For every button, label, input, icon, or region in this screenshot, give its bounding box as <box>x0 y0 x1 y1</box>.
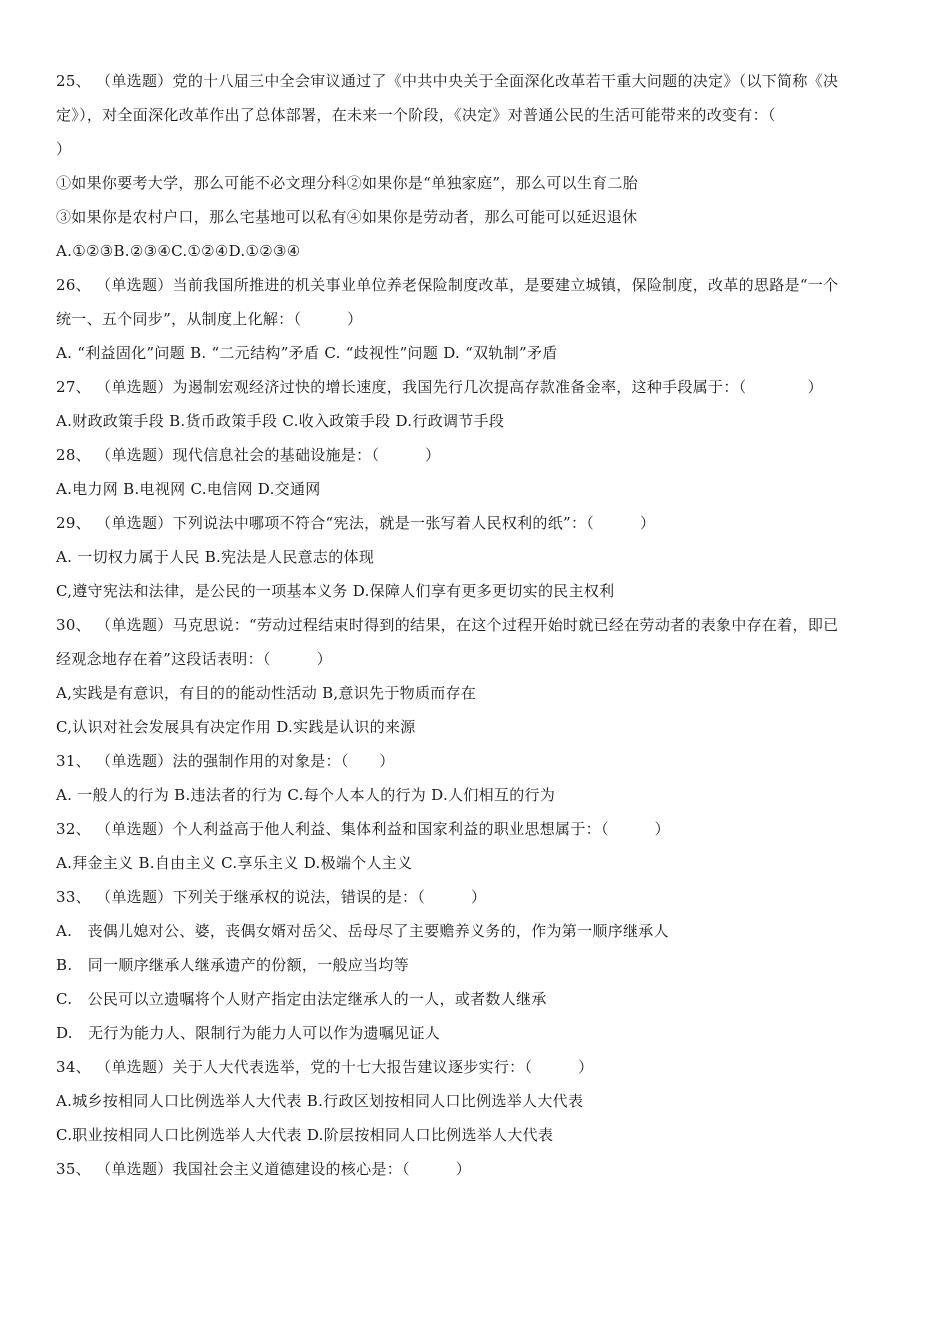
text-line: A.①②③B.②③④C.①②④D.①②③④ <box>56 242 301 260</box>
text-line: 经观念地存在着”这段话表明：（ ） <box>56 650 332 668</box>
text-line: C,遵守宪法和法律，是公民的一项基本义务 D.保障人们享有更多更切实的民主权利 <box>56 582 615 600</box>
text-line: A. “利益固化”问题 B. “二元结构”矛盾 C. “歧视性”问题 D. “双轨制”矛盾 <box>56 344 558 362</box>
text-line: A. 一切权力属于人民 B.宪法是人民意志的体现 <box>56 548 375 566</box>
text-line: 29、 （单选题）下列说法中哪项不符合“宪法，就是一张写着人民权利的纸”：（ ） <box>56 514 656 532</box>
text-line: ③如果你是农村户口，那么宅基地可以私有④如果你是劳动者，那么可能可以延迟退休 <box>56 208 638 226</box>
text-line: C. 公民可以立遗嘱将个人财产指定由法定继承人的一人，或者数人继承 <box>56 990 547 1008</box>
text-line: 32、 （单选题）个人利益高于他人利益、集体利益和国家利益的职业思想属于：（ ） <box>56 820 670 838</box>
text-line: A,实践是有意识，有目的的能动性活动 B,意识先于物质而存在 <box>56 684 477 702</box>
text-line: 30、 （单选题）马克思说：“劳动过程结束时得到的结果，在这个过程开始时就已经在劳动者的表象中存在着，即已 <box>56 616 839 634</box>
text-line: 33、 （单选题）下列关于继承权的说法，错误的是：（ ） <box>56 888 487 906</box>
text-line: C.职业按相同人口比例选举人大代表 D.阶层按相同人口比例选举人大代表 <box>56 1126 554 1144</box>
text-line: C,认识对社会发展具有决定作用 D.实践是认识的来源 <box>56 718 416 736</box>
text-line: 31、 （单选题）法的强制作用的对象是：（ ） <box>56 752 395 770</box>
text-line: A. 丧偶儿媳对公、婆，丧偶女婿对岳父、岳母尽了主要赡养义务的，作为第一顺序继承人 <box>56 922 669 940</box>
text-line: A.城乡按相同人口比例选举人大代表 B.行政区划按相同人口比例选举人大代表 <box>56 1092 584 1110</box>
exam-page <box>56 64 886 1186</box>
text-line: A.电力网 B.电视网 C.电信网 D.交通网 <box>56 480 321 498</box>
text-line: 35、 （单选题）我国社会主义道德建设的核心是：（ ） <box>56 1160 472 1178</box>
text-line: A.财政政策手段 B.货币政策手段 C.收入政策手段 D.行政调节手段 <box>56 412 505 430</box>
text-line: 34、 （单选题）关于人大代表选举，党的十七大报告建议逐步实行：（ ） <box>56 1058 594 1076</box>
text-line: 27、 （单选题）为遏制宏观经济过快的增长速度，我国先行几次提高存款准备金率，这种手段属于：（ ） <box>56 378 823 396</box>
text-line: 定》），对全面深化改革作出了总体部署，在未来一个阶段，《决定》对普通公民的生活可能带来的改变有：（ <box>56 106 776 124</box>
text-line: D. 无行为能力人、限制行为能力人可以作为遗嘱见证人 <box>56 1024 441 1042</box>
text-line: A.拜金主义 B.自由主义 C.享乐主义 D.极端个人主义 <box>56 854 413 872</box>
text-line: 25、 （单选题）党的十八届三中全会审议通过了《中共中央关于全面深化改革若干重大问题的决定》（以下简称《决 <box>56 72 839 90</box>
text-line: 28、 （单选题）现代信息社会的基础设施是：（ ） <box>56 446 441 464</box>
text-line: B. 同一顺序继承人继承遗产的份额，一般应当均等 <box>56 956 409 974</box>
text-line: 26、 （单选题）当前我国所推进的机关事业单位养老保险制度改革，是要建立城镇，保险制度，改革的思路是“一个 <box>56 276 839 294</box>
text-line: 统一、五个同步”，从制度上化解：（ ） <box>56 310 363 328</box>
text-line: ） <box>56 140 72 158</box>
text-line: ①如果你要考大学，那么可能不必文理分科②如果你是“单独家庭”，那么可以生育二胎 <box>56 174 639 192</box>
text-line: A. 一般人的行为 B.违法者的行为 C.每个人本人的行为 D.人们相互的行为 <box>56 786 556 804</box>
